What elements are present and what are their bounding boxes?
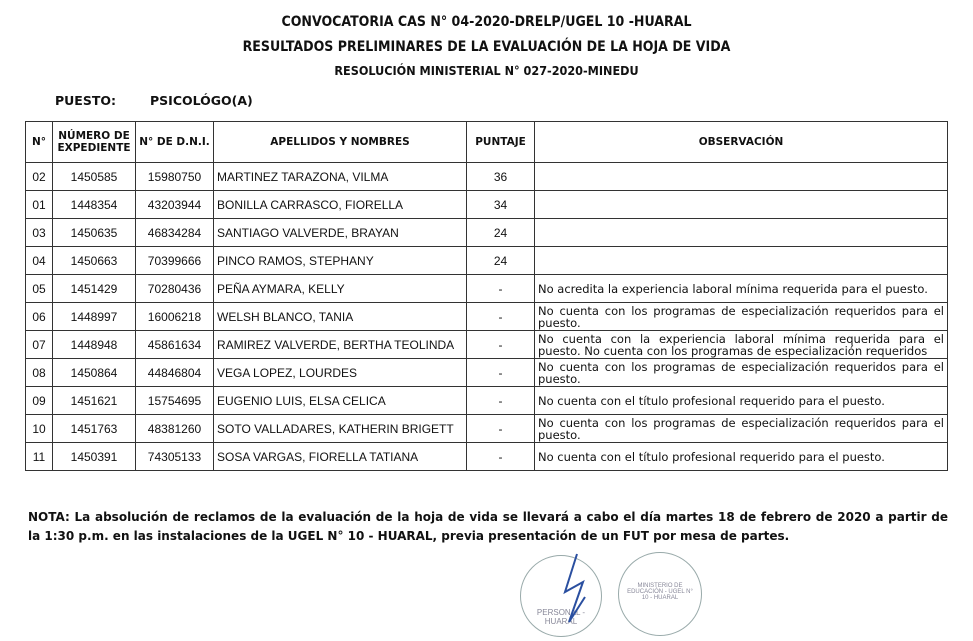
puntaje: -	[467, 359, 535, 387]
puntaje: -	[467, 443, 535, 471]
observacion	[535, 247, 948, 275]
expediente: 1451621	[53, 387, 136, 415]
row-number: 02	[26, 163, 53, 191]
nombre: SOSA VARGAS, FIORELLA TATIANA	[214, 443, 467, 471]
puntaje: 24	[467, 247, 535, 275]
row-number: 03	[26, 219, 53, 247]
expediente: 1450391	[53, 443, 136, 471]
dni: 15754695	[136, 387, 214, 415]
results-table	[25, 121, 948, 471]
puntaje: -	[467, 275, 535, 303]
table-row	[26, 415, 948, 443]
row-number: 05	[26, 275, 53, 303]
puntaje: 34	[467, 191, 535, 219]
nombre: RAMIREZ VALVERDE, BERTHA TEOLINDA	[214, 331, 467, 359]
title-resolucion: RESOLUCIÓN MINISTERIAL N° 027-2020-MINEDU	[334, 63, 639, 78]
dni: 44846804	[136, 359, 214, 387]
observacion	[535, 191, 948, 219]
expediente: 1451763	[53, 415, 136, 443]
puntaje: -	[467, 331, 535, 359]
seal-ministerio	[618, 552, 702, 636]
nombre: WELSH BLANCO, TANIA	[214, 303, 467, 331]
puesto	[55, 93, 253, 108]
table-row	[26, 275, 948, 303]
expediente: 1451429	[53, 275, 136, 303]
observacion: No cuenta con los programas de especialización requeridos para el puesto.	[535, 415, 948, 443]
observacion: No cuenta con la experiencia laboral mínima requerida para el puesto. No cuenta con los programas de especialización requeridos	[535, 331, 948, 359]
nota: NOTA: La absolución de reclamos de la evaluación de la hoja de vida se llevará a cabo el día martes 18 de febrero de 2020 a partir de la 1:30 p.m. en las instalaciones de la UGEL N° 10 - HUARAL, previa presentación de un FUT por mesa de partes.	[28, 510, 948, 543]
puntaje: -	[467, 387, 535, 415]
row-number: 07	[26, 331, 53, 359]
nombre: PEÑA AYMARA, KELLY	[214, 275, 467, 303]
nombre: SOTO VALLADARES, KATHERIN BRIGETT	[214, 415, 467, 443]
dni: 45861634	[136, 331, 214, 359]
title-convocatoria: CONVOCATORIA CAS N° 04-2020-DRELP/UGEL 10 -HUARAL	[281, 14, 692, 30]
table-row	[26, 219, 948, 247]
puesto-label: PUESTO:	[55, 93, 117, 108]
row-number: 06	[26, 303, 53, 331]
row-number: 04	[26, 247, 53, 275]
table-header	[26, 122, 948, 163]
dni: 70280436	[136, 275, 214, 303]
nombre: VEGA LOPEZ, LOURDES	[214, 359, 467, 387]
observacion: No acredita la experiencia laboral mínima requerida para el puesto.	[535, 275, 948, 303]
expediente: 1450585	[53, 163, 136, 191]
seal-personal-text: PERSONAL - HUARAL	[536, 608, 586, 626]
nombre: SANTIAGO VALVERDE, BRAYAN	[214, 219, 467, 247]
observacion: No cuenta con los programas de especialización requeridos para el puesto.	[535, 303, 948, 331]
table-row	[26, 191, 948, 219]
observacion: No cuenta con el título profesional requerido para el puesto.	[535, 443, 948, 471]
col-observacion: OBSERVACIÓN	[535, 122, 948, 163]
table-row	[26, 387, 948, 415]
expediente: 1450864	[53, 359, 136, 387]
expediente: 1450635	[53, 219, 136, 247]
row-number: 10	[26, 415, 53, 443]
dni: 74305133	[136, 443, 214, 471]
expediente: 1448354	[53, 191, 136, 219]
puntaje: 24	[467, 219, 535, 247]
table-row	[26, 331, 948, 359]
puntaje: -	[467, 415, 535, 443]
dni: 16006218	[136, 303, 214, 331]
observacion	[535, 163, 948, 191]
puesto-value: PSICOLÓGO(A)	[150, 93, 253, 108]
table-row	[26, 443, 948, 471]
col-dni: N° DE D.N.I.	[136, 122, 214, 163]
dni: 43203944	[136, 191, 214, 219]
observacion: No cuenta con el título profesional requerido para el puesto.	[535, 387, 948, 415]
nombre: BONILLA CARRASCO, FIORELLA	[214, 191, 467, 219]
seal-ministerio-text: MINISTERIO DE EDUCACIÓN - UGEL N° 10 - HUARAL	[627, 583, 693, 601]
puntaje: 36	[467, 163, 535, 191]
row-number: 09	[26, 387, 53, 415]
title-resultados: RESULTADOS PRELIMINARES DE LA EVALUACIÓN DE LA HOJA DE VIDA	[242, 39, 731, 55]
row-number: 11	[26, 443, 53, 471]
table-row	[26, 359, 948, 387]
dni: 48381260	[136, 415, 214, 443]
table-row	[26, 163, 948, 191]
col-n: N°	[26, 122, 53, 163]
dni: 70399666	[136, 247, 214, 275]
col-expediente: NÚMERO DE EXPEDIENTE	[53, 122, 136, 163]
nombre: MARTINEZ TARAZONA, VILMA	[214, 163, 467, 191]
row-number: 08	[26, 359, 53, 387]
col-nombres: APELLIDOS Y NOMBRES	[214, 122, 467, 163]
table-row	[26, 247, 948, 275]
table-row	[26, 303, 948, 331]
signature	[555, 552, 595, 632]
row-number: 01	[26, 191, 53, 219]
observacion	[535, 219, 948, 247]
col-puntaje: PUNTAJE	[467, 122, 535, 163]
puntaje: -	[467, 303, 535, 331]
dni: 46834284	[136, 219, 214, 247]
observacion: No cuenta con los programas de especialización requeridos para el puesto.	[535, 359, 948, 387]
expediente: 1448948	[53, 331, 136, 359]
expediente: 1450663	[53, 247, 136, 275]
nombre: PINCO RAMOS, STEPHANY	[214, 247, 467, 275]
expediente: 1448997	[53, 303, 136, 331]
nombre: EUGENIO LUIS, ELSA CELICA	[214, 387, 467, 415]
dni: 15980750	[136, 163, 214, 191]
